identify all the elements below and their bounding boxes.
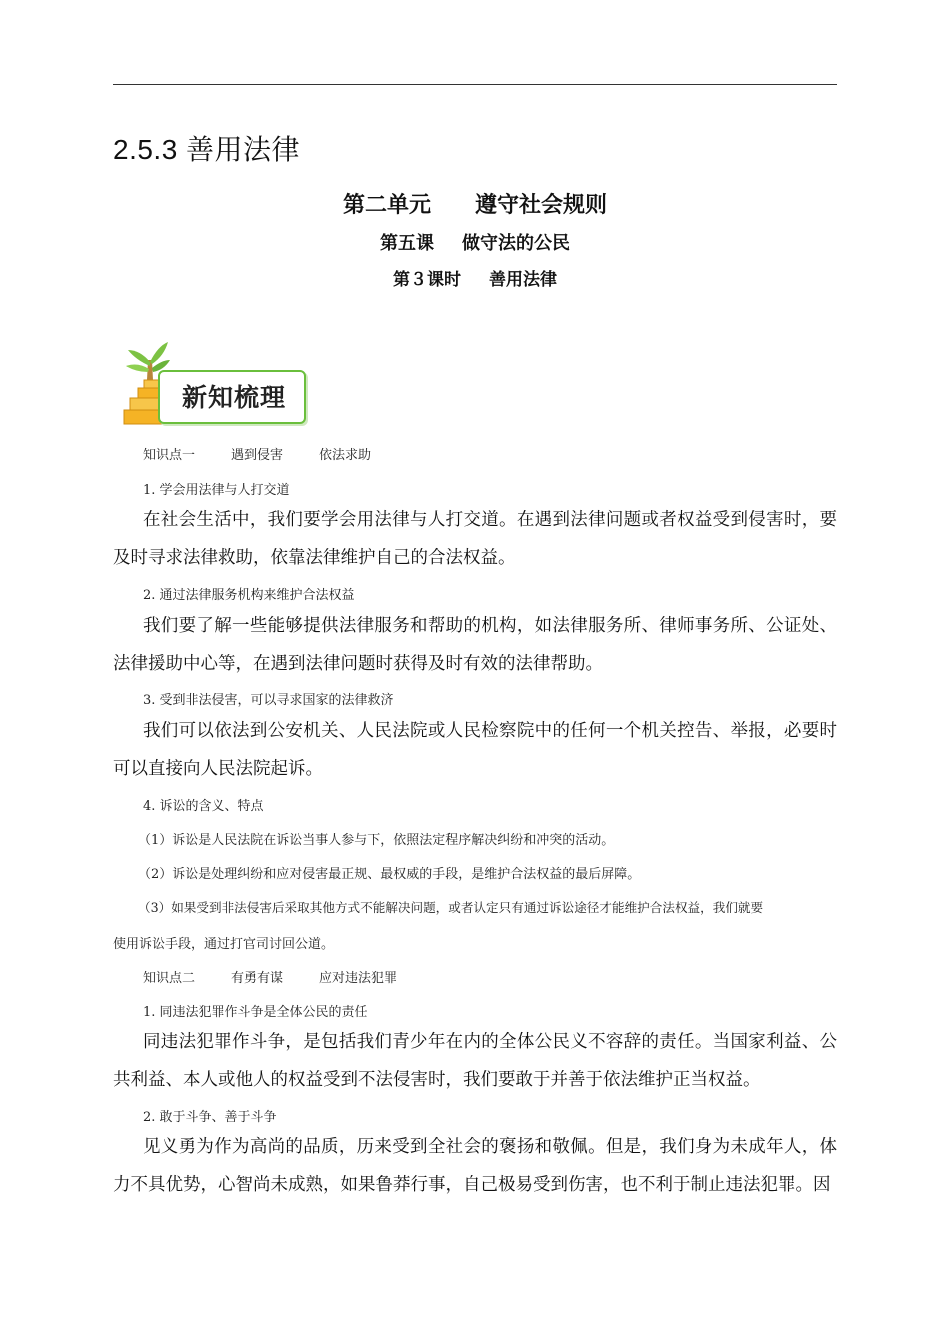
section-4-heading: 4. 诉讼的含义、特点: [143, 799, 264, 814]
period-label: 第３课时: [393, 270, 461, 290]
kp1-label: 知识点一: [143, 448, 196, 463]
kp2-label: 知识点二: [143, 971, 196, 986]
section-2-text: 我们要了解一些能够提供法律服务和帮助的机构，如法律服务所、律师事务所、公证处、法律援助中心等，在遇到法律问题时获得及时有效的法律帮助。: [113, 616, 837, 674]
kp2-part1: 有勇有谋: [231, 971, 284, 986]
kp1-part1: 遇到侵害: [231, 448, 284, 463]
section-6-text: 见义勇为作为高尚的品质，历来受到全社会的褒扬和敬佩。但是，我们身为未成年人，体力不具优势，心智尚未成熟，如果鲁莽行事，自己极易受到伤害，也不利于制止违法犯罪。因: [113, 1137, 837, 1195]
period-name: 善用法律: [489, 270, 557, 290]
kp2-part2: 应对违法犯罪: [319, 971, 398, 986]
lesson-title: [0, 229, 950, 255]
header-rule: [113, 84, 837, 85]
section-3-heading: 3. 受到非法侵害，可以寻求国家的法律救济: [143, 693, 394, 708]
section-4-item-3-line-1: （3）如果受到非法侵害后采取其他方式不能解决问题，或者认定只有通过诉讼途径才能维护合法权益，我们就要: [138, 900, 764, 915]
knowledge-point-2: [113, 967, 397, 986]
section-2-heading: 2. 通过法律服务机构来维护合法权益: [143, 588, 355, 603]
section-badge: [118, 338, 310, 426]
section-1-heading: 1. 学会用法律与人打交道: [143, 483, 290, 498]
section-4-item-3-line-2: 使用诉讼手段，通过打官司讨回公道。: [113, 937, 335, 952]
section-5-text: 同违法犯罪作斗争，是包括我们青少年在内的全体公民义不容辞的责任。当国家利益、公共利益、本人或他人的权益受到不法侵害时，我们要敢于并善于依法维护正当权益。: [113, 1032, 837, 1090]
unit-title: [0, 188, 950, 219]
section-4-item-1: （1）诉讼是人民法院在诉讼当事人参与下，依照法定程序解决纠纷和冲突的活动。: [138, 833, 615, 848]
period-title: [0, 265, 950, 290]
lesson-label: 第五课: [380, 233, 434, 254]
kp1-part2: 依法求助: [319, 448, 372, 463]
badge-label: 新知梳理: [182, 383, 287, 412]
unit-name: 遵守社会规则: [475, 193, 608, 218]
unit-label: 第二单元: [342, 193, 431, 218]
knowledge-point-1: [113, 444, 371, 463]
section-6-heading: 2. 敢于斗争、善于斗争: [143, 1110, 277, 1125]
document-title: 2.5.3 善用法律: [113, 134, 301, 165]
section-5-heading: 1. 同违法犯罪作斗争是全体公民的责任: [143, 1005, 368, 1020]
lesson-name: 做守法的公民: [462, 233, 570, 254]
section-3-text: 我们可以依法到公安机关、人民法院或人民检察院中的任何一个机关控告、举报，必要时可以直接向人民法院起诉。: [113, 721, 837, 779]
section-1-text: 在社会生活中，我们要学会用法律与人打交道。在遇到法律问题或者权益受到侵害时，要及时寻求法律救助，依靠法律维护自己的合法权益。: [113, 510, 837, 568]
section-4-item-2: （2）诉讼是处理纠纷和应对侵害最正规、最权威的手段，是维护合法权益的最后屏障。: [138, 867, 641, 882]
